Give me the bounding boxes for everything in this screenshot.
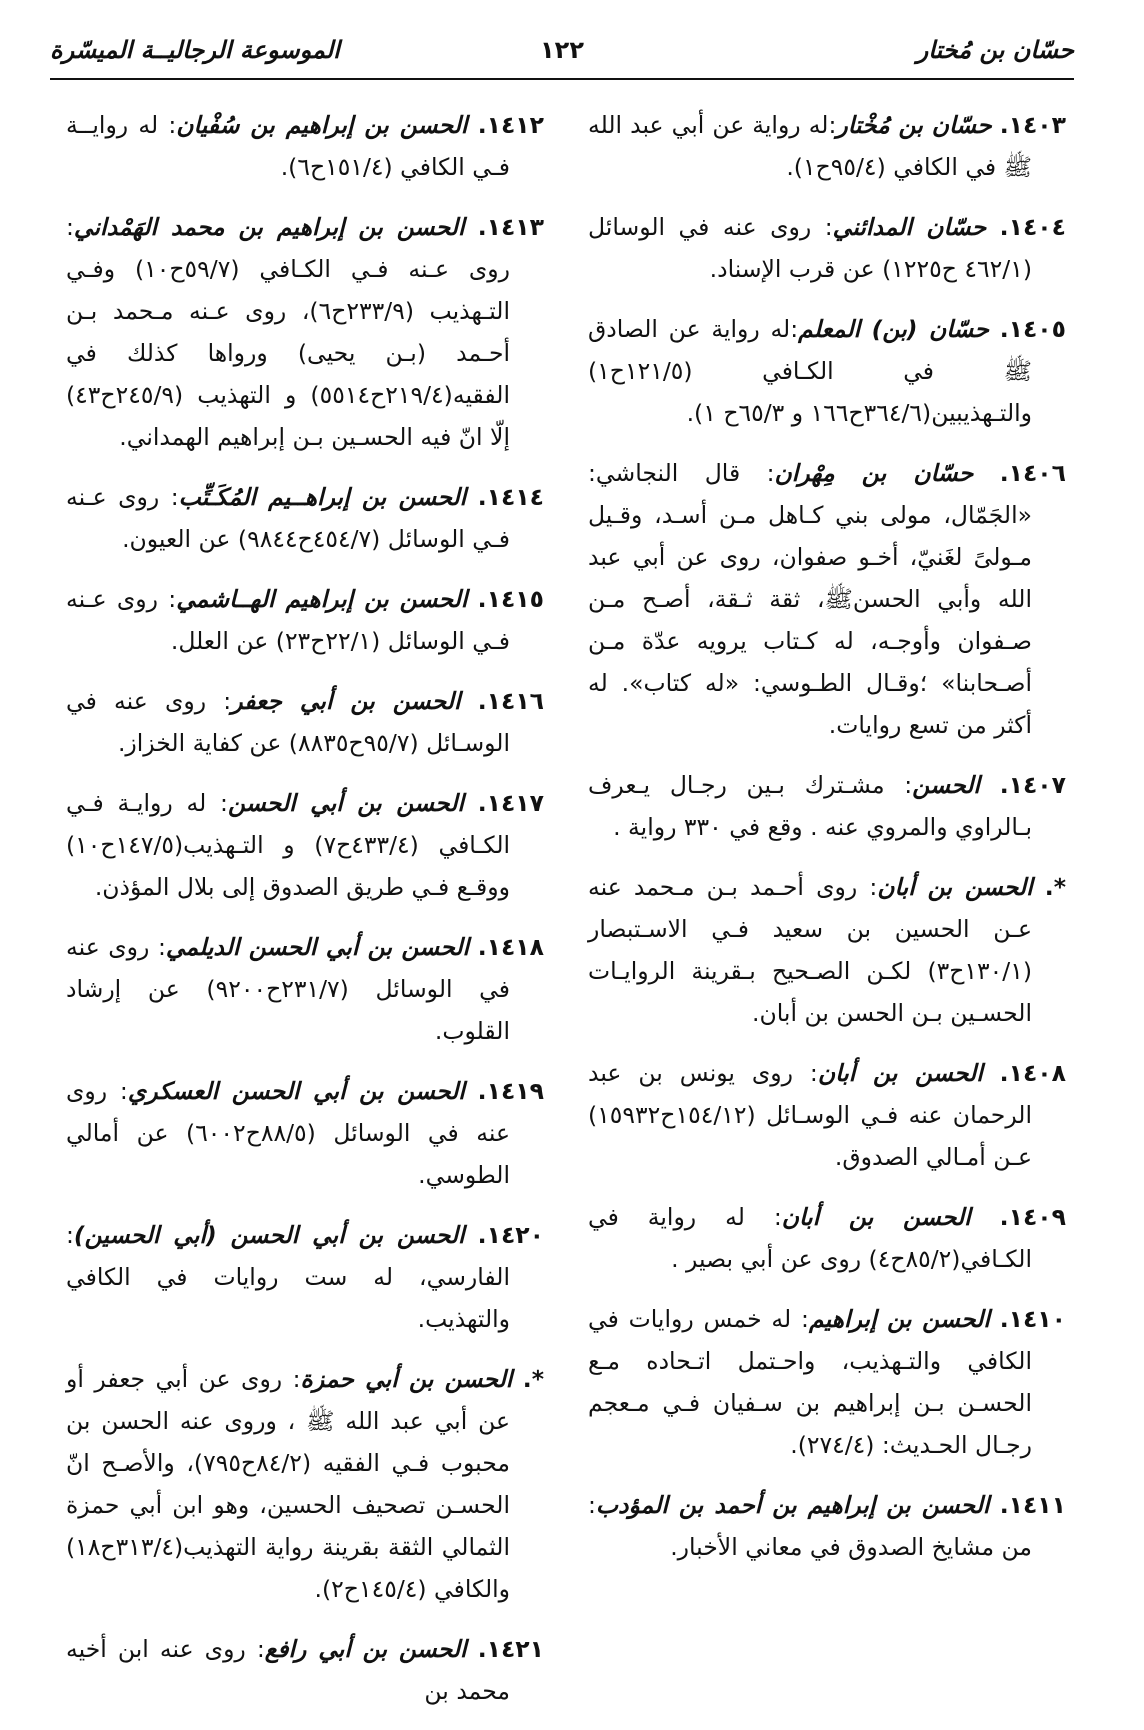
entry xyxy=(66,1358,544,1610)
right-column xyxy=(588,104,1066,1586)
entry-number: ١٤٢٠. xyxy=(477,1221,544,1249)
entry-number: ١٤٠٣. xyxy=(999,111,1066,139)
entry-name: الحسن بن أبي الحسن الديلمي xyxy=(165,933,470,961)
header-entry-title: حسّان بن مُختار xyxy=(916,36,1074,64)
entry-number: ١٤٠٥. xyxy=(999,315,1066,343)
entry-text: :له رواية عن الصادق ﷺ في الكـافي (١٢١/٥ح١) والتـهذيبين(٣٦٤/٦ح١٦٦ و ٦٥/٣ح ١). xyxy=(588,315,1032,427)
entry-text: : مشـترك بـين رجـال يـعرف بـالراوي والمروي عنه . وقع في ٣٣٠ رواية . xyxy=(588,771,1032,841)
entry xyxy=(588,308,1066,434)
entry-name: الحسن بن أبي جعفر xyxy=(231,687,461,715)
entry xyxy=(66,680,544,764)
entry-number: ١٤١٧. xyxy=(477,789,544,817)
entry-name: الحسن بن أبي الحسن العسكري xyxy=(127,1077,465,1105)
entry-name: حسّان بن مُخْتار xyxy=(836,111,992,139)
entry-name: الحسن بن أبي رافع xyxy=(264,1635,467,1663)
entry-name: الحسن بن أبي حمزة xyxy=(300,1365,513,1393)
page-header xyxy=(50,28,1074,80)
entry-text: : له روايـة فـي الكـافي (٤٣٣/٤ح٧) و التـهذيب(١٤٧/٥ح١٠) ووقـع فـي طريق الصدوق إلى بلال المؤذن. xyxy=(66,789,511,901)
entry xyxy=(588,1052,1066,1178)
entry xyxy=(66,782,544,908)
entry xyxy=(588,764,1066,848)
entry-text: : له روايــة فـي الكافي (١٥١/٤ح٦). xyxy=(66,111,510,181)
entry-text: : روى عنه في الوسائل (٢٣١/٧ح٩٢٠٠) عن إرشاد القلوب. xyxy=(66,933,510,1045)
entry-name: الحسن بن إبراهــيم المُكَـتِّب xyxy=(178,483,467,511)
entry-number: ١٤٠٧. xyxy=(999,771,1066,799)
entry-number: ١٤٠٦. xyxy=(999,459,1066,487)
entry-text: : روى عنه ابن أخيه محمد بن xyxy=(66,1635,510,1705)
entry-text: : روى عن أبي جعفر أو عن أبي عبد الله ﷺ ، وروى عنه الحسن بن محبوب فـي الفقيه (٨٤/٢ح٧٩٥)، والأصـح انّ الحسـن تصحيف الحسين، وهو ابن أبي حمزة الثمالي الثقة بقرينة رواية التهذيب(٣١٣/٤ح١٨) والكافي (١٤٥/٤ح٢). xyxy=(66,1365,510,1603)
entry-text: : روى عنه في الوسـائل (٩٥/٧ح٨٨٣٥) عن كفاية الخزاز. xyxy=(66,687,510,757)
entry-number: ١٤٠٨. xyxy=(999,1059,1066,1087)
entry-text: : له خمس روايات في الكافي والتـهذيب، واحـتمل اتـحاده مـع الحسـن بـن إبراهيم بن سـفيان فـي مـعجم رجـال الحـديث: (٢٧٤/٤). xyxy=(588,1305,1032,1459)
header-book-title: الموسوعة الرجاليــة الميسّرة xyxy=(50,36,340,64)
entry-name: الحسن بن إبراهيم بن محمد الهَمْداني xyxy=(73,213,465,241)
entry-name: الحسن xyxy=(912,771,980,799)
entry-number: ١٤٢١. xyxy=(477,1635,544,1663)
entry-text: : الفارسي، له ست روايات في الكافي والتهذيب. xyxy=(66,1221,510,1333)
entry-number: ١٤١٨. xyxy=(477,933,544,961)
entry-text: : قال النجاشي: «الجَمّال، مولى بني كـاهل مـن أسـد، وقـيل مـولىً لغَنيّ، أخـو صفوان، روى عن أبي عبد الله وأبي الحسنﷺ، ثقة ثـقة، أصـح مـن صـفوان وأوجـه، له كـتاب يرويه عدّة مـن أصـحابنا» ؛وقـال الطـوسي: «له كتاب». له أكثر من تسع روايات. xyxy=(588,459,1032,739)
entry xyxy=(588,866,1066,1034)
entry-number: ١٤١١. xyxy=(999,1491,1066,1519)
entry-text: : روى عنه في الوسائل (٨٨/٥ح٦٠٠٢) عن أمالي الطوسي. xyxy=(66,1077,510,1189)
entry-name: الحسن بن أبان xyxy=(781,1203,971,1231)
entry-text: : روى أحـمد بـن مـحمد عنه عـن الحسين بن سعيد فـي الاسـتبصار (١٣٠/١ح٣) لكـن الصـحيح بـقرينة الروايـات الحسـين بـن الحسن بن أبان. xyxy=(588,873,1032,1027)
entry-name: الحسن بن إبراهيم بن سُفْيان xyxy=(176,111,468,139)
entry-text: :له رواية عن أبي عبد الله ﷺ في الكافي (٩٥/٤ح١). xyxy=(588,111,1032,181)
entry-number: ١٤١٩. xyxy=(477,1077,544,1105)
entry-number: *. xyxy=(522,1365,544,1393)
entry xyxy=(588,104,1066,188)
entry-text: : روى يونس بن عبد الرحمان عنه فـي الوسـائل (١٥٤/١٢ح١٥٩٣٢) عـن أمـالي الصدوق. xyxy=(588,1059,1032,1171)
entry-name: حسّان المدائني xyxy=(832,213,987,241)
entry-name: الحسن بن أبي الحسن xyxy=(227,789,464,817)
entry-text: : له رواية في الكـافي(٨٥/٢ح٤) روى عن أبي بصير . xyxy=(588,1203,1032,1273)
entry-name: الحسن بن إبراهيم بن أحمد بن المؤدب xyxy=(595,1491,990,1519)
entry-text: : روى عـنه فـي الوسائل (٤٥٤/٧ح٩٨٤٤) عن العيون. xyxy=(66,483,510,553)
entry-name: حسّان (بن) المعلم xyxy=(798,315,989,343)
entry-number: ١٤١٣. xyxy=(477,213,544,241)
entry-name: حسّان بن مِهْران xyxy=(774,459,974,487)
entry xyxy=(66,1214,544,1340)
entry xyxy=(66,206,544,458)
entry xyxy=(66,476,544,560)
entry-number: ١٤١٥. xyxy=(477,585,544,613)
entry xyxy=(66,104,544,188)
entry xyxy=(588,452,1066,746)
entry xyxy=(66,578,544,662)
entry-text: : روى عـنه فـي الكـافي (٥٩/٧ح١٠) وفـي التـهذيب (٢٣٣/٩ح٦)، روى عـنه مـحمد بـن أحـمد (بـن يحيى) ورواها كذلك في الفقيه(٢١٩/٤ح٥٥١٤) و التهذيب (٢٤٥/٩ح٤٣) إلّا انّ فيه الحسـين بـن إبراهيم الهمداني. xyxy=(66,213,510,451)
entry-text: : روى عـنه فـي الوسائل (٢٢/١ح٢٣) عن العلل. xyxy=(66,585,510,655)
entry-number: ١٤١٢. xyxy=(477,111,544,139)
page-number: ١٢٢ xyxy=(540,36,584,64)
entry xyxy=(588,1298,1066,1466)
entry-name: الحسن بن إبراهيم xyxy=(808,1305,990,1333)
entry xyxy=(588,206,1066,290)
entry-number: *. xyxy=(1044,873,1066,901)
entry-text: : روى عنه في الوسائل (٤٦٢/١ ح١٢٢٥) عن قرب الإسناد. xyxy=(588,213,1032,283)
entry xyxy=(66,926,544,1052)
entry-name: الحسن بن أبي الحسن (أبي الحسين) xyxy=(73,1221,465,1249)
entry-number: ١٤٠٤. xyxy=(999,213,1066,241)
entry xyxy=(66,1070,544,1196)
entry-number: ١٤٠٩. xyxy=(999,1203,1066,1231)
entry xyxy=(588,1484,1066,1568)
entry xyxy=(588,1196,1066,1280)
entry-number: ١٤١٦. xyxy=(477,687,545,715)
entry-name: الحسن بن أبان xyxy=(817,1059,983,1087)
entry-name: الحسن بن إبراهيم الهــاشمي xyxy=(176,585,468,613)
entry-name: الحسن بن أبان xyxy=(877,873,1033,901)
entry-text: : من مشايخ الصدوق في معاني الأخبار. xyxy=(588,1491,1032,1561)
left-column xyxy=(66,104,544,1730)
entry xyxy=(66,1628,544,1712)
entry-number: ١٤١٤. xyxy=(477,483,545,511)
entry-number: ١٤١٠. xyxy=(999,1305,1066,1333)
